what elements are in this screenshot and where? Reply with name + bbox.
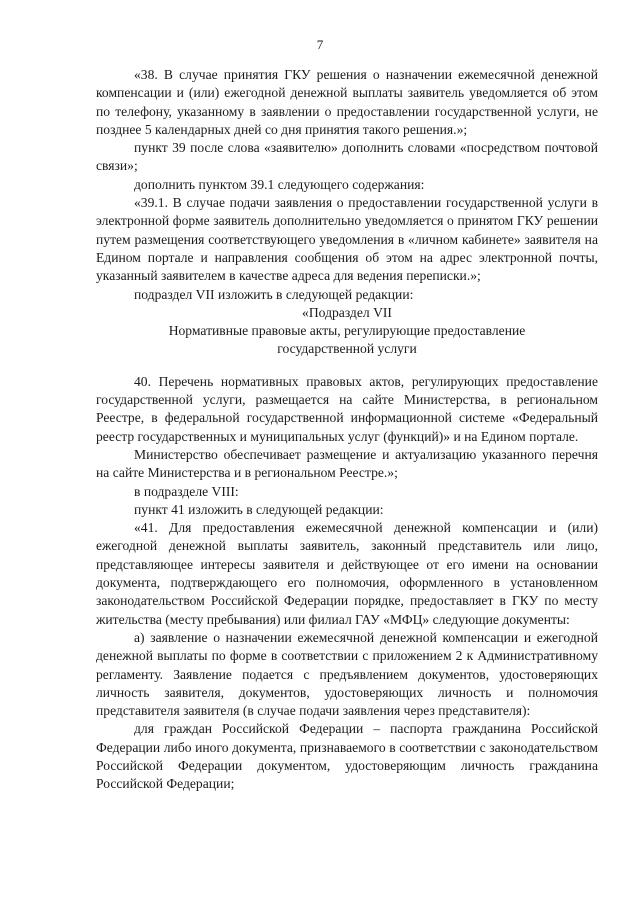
paragraph-39-amendment: пункт 39 после слова «заявителю» дополнить словами «посредством почтовой связи»; (96, 140, 598, 174)
paragraph-41-intro: пункт 41 изложить в следующей редакции: (134, 501, 384, 517)
paragraph-41: «41. Для предоставления ежемесячной денежной компенсации и (или) ежегодной денежной выплаты заявитель, законный представитель или лицо, представляющее интересы заявителя и действующее от его имени на основании документа, подтверждающего его полномочия, оформленного в установленном законодательством Российской Федерации порядке, предоставляет в ГКУ по месту жительства (месту пребывания) или филиал ГАУ «МФЦ» следующие документы: (96, 520, 598, 627)
paragraph-41-citizens: для граждан Российской Федерации – паспорта гражданина Российской Федерации либо иного документа, признаваемого в соответствии с законодательством Российской Федерации документом, удостоверяющим личность гражданина Российской Федерации; (96, 721, 598, 792)
paragraph-40: 40. Перечень нормативных правовых актов, регулирующих предоставление государственной услуги, размещается на сайте Министерства, в региональном Реестре, в федеральной государственной информационной системе «Федеральный реестр государственных и муниципальных услуг (функций)» и на Едином портале. (96, 373, 598, 444)
paragraph-40-ministry: Министерство обеспечивает размещение и актуализацию указанного перечня на сайте Министерства и в региональном Реестре.»; (96, 446, 598, 481)
paragraph-39-1: «39.1. В случае подачи заявления о предоставлении государственной услуги в электронной форме заявитель дополнительно уведомляется о принятом ГКУ решении путем размещения соответствующего уведомления в «личном кабинете» заявителя на Едином портале и направления сообщения об этом на адрес электронной почты, указанный заявителем в качестве адреса для ведения переписки.»; (96, 195, 598, 284)
paragraph-39-1-intro: дополнить пунктом 39.1 следующего содержания: (134, 176, 425, 192)
paragraph-38: «38. В случае принятия ГКУ решения о назначении ежемесячной денежной компенсации и (или) ежегодной денежной выплаты заявитель уведомляется об этом по телефону, указанному в заявлении о предоставлении государственной услуги, не позднее 5 календарных дней со дня принятия такого решения.»; (96, 67, 598, 137)
document-body (96, 66, 598, 794)
paragraph-41-a: а) заявление о назначении ежемесячной денежной компенсации и ежегодной денежной выплаты по форме в соответствии с приложением 2 к Административному регламенту. Заявление подается с предъявлением документов, удостоверяющих личность заявителя, документов, удостоверяющих личность и полномочия представителя заявителя (в случае подачи заявления через представителя): (96, 629, 598, 719)
spacer (96, 359, 598, 373)
page-number: 7 (316, 37, 324, 52)
subsection-vii-intro: подраздел VII изложить в следующей редакции: (134, 286, 414, 302)
subsection-vii-heading: Нормативные правовые акты, регулирующие предоставление государственной услуги (168, 323, 526, 357)
subsection-vii-title: «Подраздел VII (302, 304, 392, 320)
subsection-viii-intro: в подразделе VIII: (134, 483, 239, 499)
